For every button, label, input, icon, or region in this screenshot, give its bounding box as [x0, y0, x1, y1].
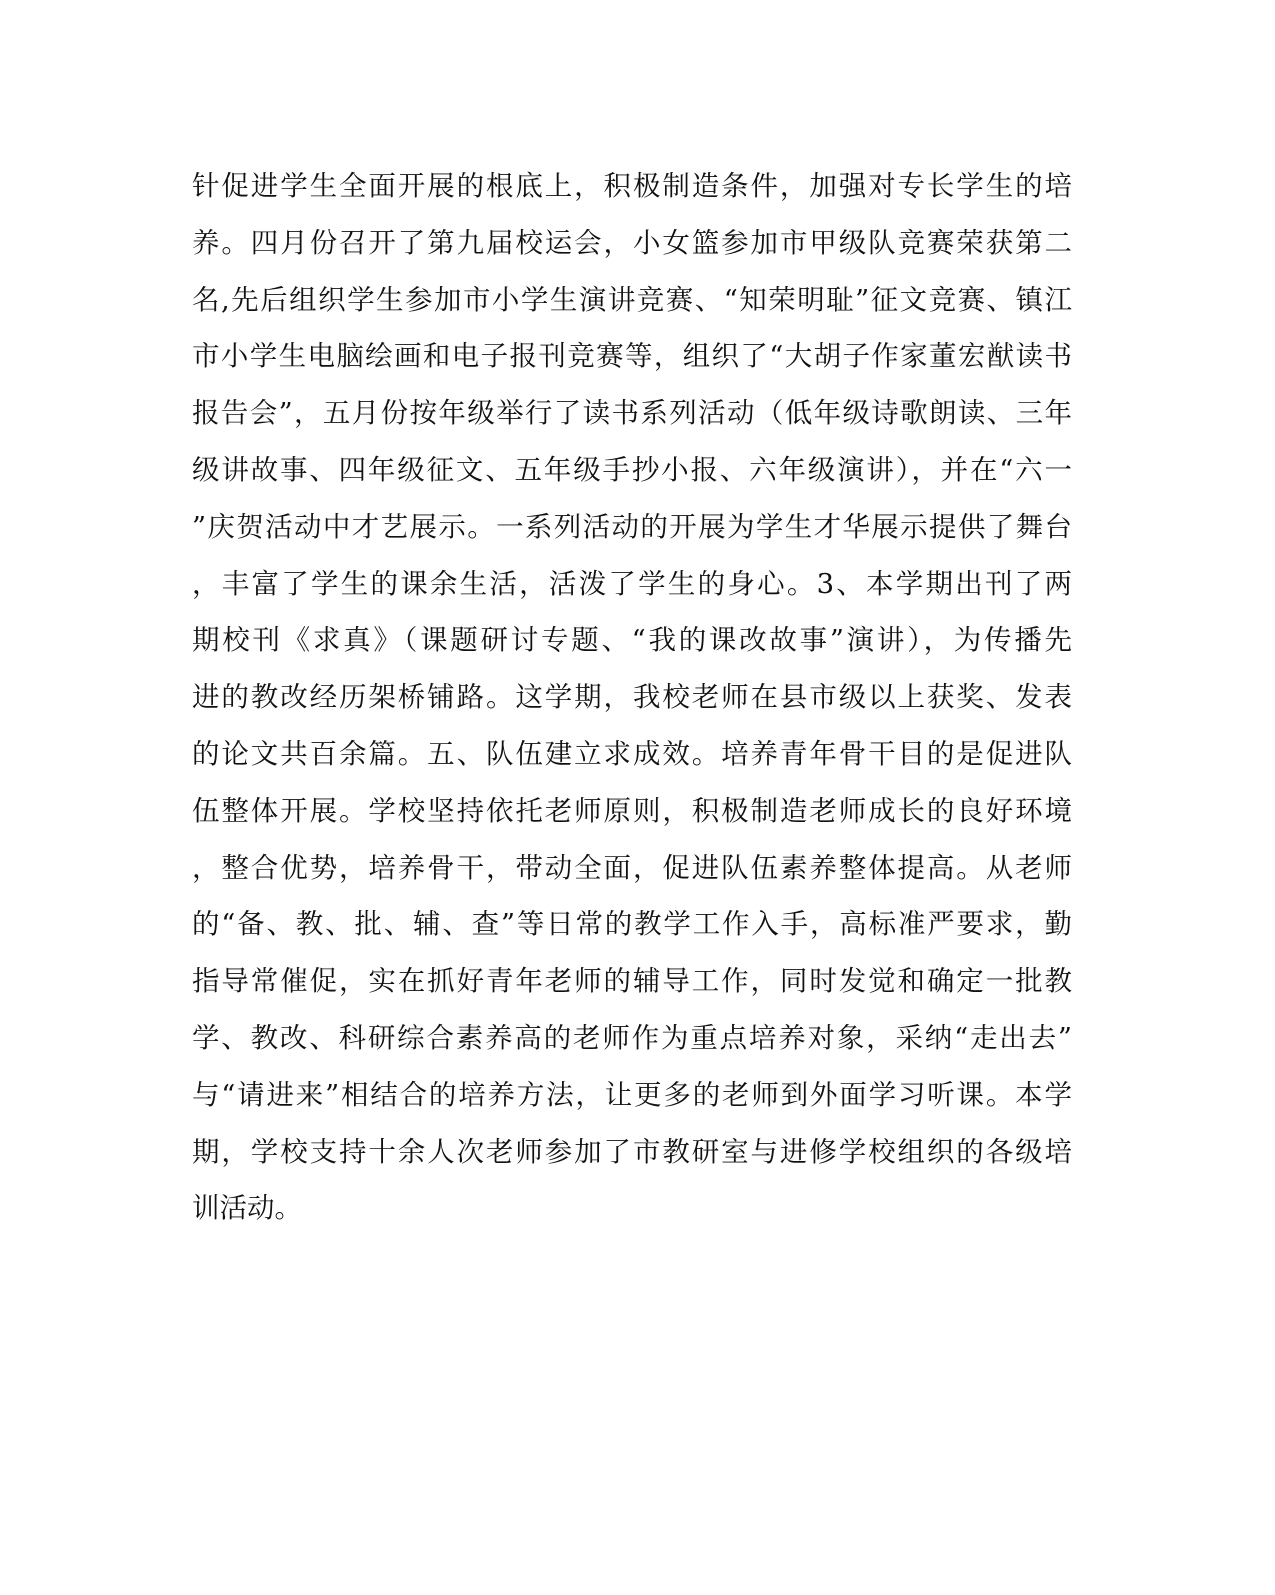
text-line: 级讲故事、四年级征文、五年级手抄小报、六年级演讲），并在“六一	[192, 453, 1072, 486]
text-line: 指导常催促，实在抓好青年老师的辅导工作，同时发觉和确定一批教	[192, 965, 1072, 998]
text-line: 期校刊《求真》（课题研讨专题、“我的课改故事”演讲），为传播先	[192, 624, 1072, 657]
text-line: 进的教改经历架桥铺路。这学期，我校老师在县市级以上获奖、发表	[192, 681, 1072, 714]
text-line: ，丰富了学生的课余生活，活泼了学生的身心。3、本学期出刊了两	[192, 567, 1072, 600]
text-line: 的“备、教、批、辅、查”等日常的教学工作入手，高标准严要求，勤	[192, 908, 1072, 941]
text-line: 学、教改、科研综合素养高的老师作为重点培养对象，采纳“走出去”	[192, 1021, 1072, 1054]
text-line: 伍整体开展。学校坚持依托老师原则，积极制造老师成长的良好环境	[192, 794, 1072, 827]
text-line: 养。四月份召开了第九届校运会，小女篮参加市甲级队竞赛荣获第二	[192, 226, 1072, 259]
text-line: 期，学校支持十余人次老师参加了市教研室与进修学校组织的各级培	[192, 1135, 1072, 1168]
text-line: 与“请进来”相结合的培养方法，让更多的老师到外面学习听课。本学	[192, 1078, 1072, 1111]
text-line: 针促进学生全面开展的根底上，积极制造条件，加强对专长学生的培	[192, 170, 1072, 202]
text-line: 训活动。	[192, 1192, 302, 1225]
text-line: 报告会”，五月份按年级举行了读书系列活动（低年级诗歌朗读、三年	[192, 397, 1072, 430]
body-text	[192, 158, 1072, 1237]
text-line: 市小学生电脑绘画和电子报刊竞赛等，组织了“大胡子作家董宏猷读书	[192, 340, 1072, 373]
text-line: 名,先后组织学生参加市小学生演讲竞赛、“知荣明耻”征文竞赛、镇江	[192, 283, 1072, 316]
text-line: ，整合优势，培养骨干，带动全面，促进队伍素养整体提高。从老师	[192, 851, 1072, 884]
text-line: 的论文共百余篇。五、队伍建立求成效。培养青年骨干目的是促进队	[192, 737, 1072, 770]
text-line: ”庆贺活动中才艺展示。一系列活动的开展为学生才华展示提供了舞台	[192, 510, 1072, 543]
